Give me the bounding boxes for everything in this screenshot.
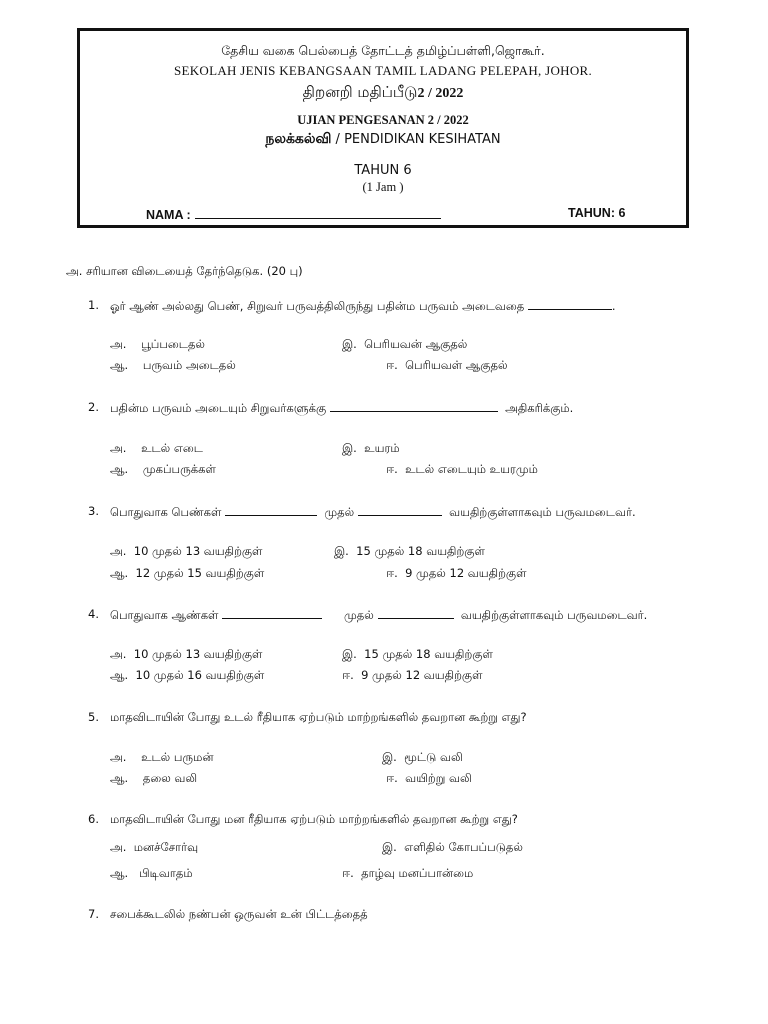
question-3-blank-2 — [358, 504, 442, 516]
assessment-title-tamil-text: திறனறி மதிப்பீடு — [302, 83, 418, 101]
assessment-title-tamil — [80, 83, 686, 103]
exam-title: UJIAN PENGESANAN 2 / 2022 — [297, 113, 469, 127]
option-label: ஆ. — [110, 866, 129, 880]
q5-option-c[interactable] — [382, 750, 463, 766]
option-text: எளிதில் கோபப்படுதல் — [404, 840, 523, 854]
assessment-title-number: 2 / 2022 — [417, 86, 464, 101]
question-5-number: 5. — [88, 710, 99, 724]
q2-option-b[interactable] — [110, 462, 216, 478]
option-label: ஈ. — [342, 668, 354, 682]
option-text: 10 முதல் 16 வயதிற்குள் — [135, 668, 265, 682]
option-text: பூப்படைதல் — [141, 337, 205, 351]
q6-option-a[interactable] — [110, 840, 198, 856]
option-text: 12 முதல் 15 வயதிற்குள் — [135, 566, 265, 580]
option-label: அ. — [110, 840, 127, 854]
q4-option-b[interactable] — [110, 668, 264, 684]
question-1-text — [110, 298, 616, 315]
question-7-text: சபைக்கூடலில் நண்பன் ஒருவன் உன் பிட்டத்தைத் — [110, 907, 368, 921]
question-4-number: 4. — [88, 607, 99, 621]
q3-option-d[interactable] — [386, 566, 526, 582]
q3-option-c[interactable] — [334, 544, 485, 560]
year-label: TAHUN 6 — [354, 163, 412, 178]
option-text: 9 முதல் 12 வயதிற்குள் — [361, 668, 483, 682]
subject-title-tamil: நலக்கல்வி — [265, 131, 332, 147]
q6-option-c[interactable] — [382, 840, 523, 856]
q4-option-a[interactable] — [110, 647, 262, 663]
question-2-stem: பதின்ம பருவம் அடையும் சிறுவர்களுக்கு — [110, 401, 327, 415]
q4-option-c[interactable] — [342, 647, 493, 663]
question-4-end: வயதிற்குள்ளாகவும் பருவமடைவர். — [460, 608, 648, 622]
option-label: இ. — [334, 544, 349, 558]
option-label: ஈ. — [342, 866, 354, 880]
q2-option-a[interactable] — [110, 441, 203, 457]
option-text: உயரம் — [364, 441, 400, 455]
option-text: உடல் பருமன் — [141, 750, 214, 764]
question-3-text — [110, 504, 636, 521]
question-5-text: மாதவிடாயின் போது உடல் ரீதியாக ஏற்படும் மாற்றங்களில் தவறான கூற்று எது? — [110, 710, 527, 724]
option-label: அ. — [110, 647, 127, 661]
question-3-number: 3. — [88, 504, 99, 518]
option-text: மூட்டு வலி — [404, 750, 463, 764]
option-text: 10 முதல் 13 வயதிற்குள் — [133, 647, 263, 661]
q2-option-d[interactable] — [386, 462, 538, 478]
subject-title — [80, 131, 686, 149]
question-1-blank — [528, 298, 612, 310]
name-field-row — [146, 206, 441, 222]
q5-option-b[interactable] — [110, 771, 197, 787]
q6-option-d[interactable] — [342, 866, 473, 882]
q3-option-a[interactable] — [110, 544, 262, 560]
option-label: ஆ. — [110, 566, 129, 580]
question-1-end: . — [611, 299, 616, 313]
option-text: 15 முதல் 18 வயதிற்குள் — [356, 544, 485, 558]
option-label: ஈ. — [386, 771, 398, 785]
option-text: தலை வலி — [142, 771, 198, 785]
question-2-text — [110, 400, 573, 417]
name-label: NAMA : — [146, 208, 191, 222]
option-text: 15 முதல் 18 வயதிற்குள் — [364, 647, 493, 661]
option-text: முகப்பருக்கள் — [142, 462, 216, 476]
option-label: அ. — [110, 441, 127, 455]
q1-option-c[interactable] — [342, 337, 467, 353]
option-label: இ. — [342, 647, 357, 661]
question-4-stem: பொதுவாக ஆண்கள் — [110, 608, 219, 622]
q1-option-d[interactable] — [386, 358, 508, 374]
question-3-end: வயதிற்குள்ளாகவும் பருவமடைவர். — [449, 505, 636, 519]
option-text: வயிற்று வலி — [405, 771, 472, 785]
question-4-blank-2 — [378, 607, 454, 619]
school-name-malay: SEKOLAH JENIS KEBANGSAAN TAMIL LADANG PELEPAH, JOHOR. — [173, 63, 593, 78]
option-label: ஈ. — [386, 566, 398, 580]
question-6-text: மாதவிடாயின் போது மன ரீதியாக ஏற்படும் மாற்றங்களில் தவறான கூற்று எது? — [110, 812, 518, 826]
option-text: 9 முதல் 12 வயதிற்குள் — [405, 566, 527, 580]
option-text: உடல் எடையும் உயரமும் — [405, 462, 538, 476]
option-label: அ. — [110, 337, 127, 351]
q2-option-c[interactable] — [342, 441, 400, 457]
name-input-line[interactable] — [195, 206, 441, 219]
option-label: ஈ. — [386, 358, 398, 372]
option-label: ஆ. — [110, 462, 129, 476]
question-1-number: 1. — [88, 298, 99, 312]
option-label: இ. — [342, 441, 357, 455]
q5-option-d[interactable] — [386, 771, 472, 787]
option-label: இ. — [382, 750, 397, 764]
question-2-end: அதிகரிக்கும். — [505, 401, 574, 415]
option-text: பருவம் அடைதல் — [142, 358, 236, 372]
question-4-mid: முதல் — [344, 608, 374, 622]
question-2-number: 2. — [88, 400, 99, 414]
option-label: இ. — [342, 337, 357, 351]
q3-option-b[interactable] — [110, 566, 264, 582]
option-text: பிடிவாதம் — [139, 866, 193, 880]
q5-option-a[interactable] — [110, 750, 213, 766]
option-text: தாழ்வு மனப்பான்மை — [361, 866, 474, 880]
question-4-blank-1 — [222, 607, 322, 619]
question-1-stem: ஓர் ஆண் அல்லது பெண், சிறுவர் பருவத்திலிருந்து பதின்ம பருவம் அடைவதை — [110, 299, 525, 313]
year-field: TAHUN: 6 — [568, 206, 626, 220]
section-instruction: அ. சரியான விடையைத் தேர்ந்தெடுக. (20 பு) — [66, 264, 303, 278]
question-4-text — [110, 607, 647, 624]
option-text: பெரியவள் ஆகுதல் — [405, 358, 508, 372]
option-text: பெரியவன் ஆகுதல் — [364, 337, 468, 351]
q4-option-d[interactable] — [342, 668, 482, 684]
question-6-number: 6. — [88, 812, 99, 826]
subject-title-malay: / PENDIDIKAN KESIHATAN — [331, 132, 501, 147]
q1-option-a[interactable] — [110, 337, 205, 353]
option-text: உடல் எடை — [141, 441, 203, 455]
option-label: அ. — [110, 544, 127, 558]
q6-option-b[interactable] — [110, 866, 193, 882]
question-3-stem: பொதுவாக பெண்கள் — [110, 505, 222, 519]
option-text: மனச்சோர்வு — [133, 840, 199, 854]
question-2-blank — [330, 400, 498, 412]
option-label: இ. — [382, 840, 397, 854]
q1-option-b[interactable] — [110, 358, 236, 374]
duration-label: (1 Jam ) — [362, 180, 404, 194]
question-7-number: 7. — [88, 907, 99, 921]
exam-header-box — [77, 28, 689, 228]
question-3-blank-1 — [225, 504, 317, 516]
option-label: அ. — [110, 750, 127, 764]
school-name-tamil: தேசிய வகை பெல்பைத் தோட்டத் தமிழ்ப்பள்ளி,ஜொகூர். — [221, 43, 545, 58]
option-label: ஆ. — [110, 358, 129, 372]
option-text: 10 முதல் 13 வயதிற்குள் — [133, 544, 263, 558]
question-3-mid: முதல் — [324, 505, 355, 519]
option-label: ஈ. — [386, 462, 398, 476]
option-label: ஆ. — [110, 668, 129, 682]
option-label: ஆ. — [110, 771, 129, 785]
